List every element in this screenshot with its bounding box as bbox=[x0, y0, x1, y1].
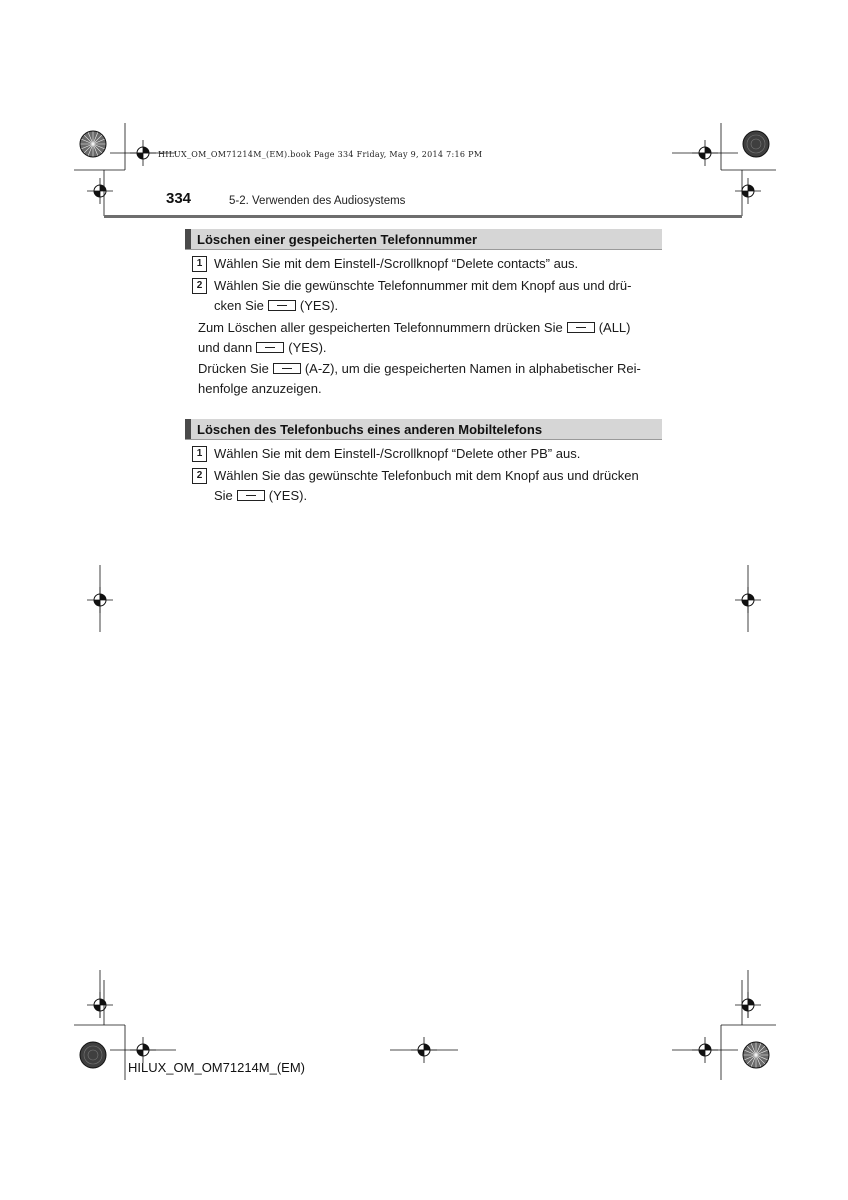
step-text: Wählen Sie mit dem Einstell-/Scrollknopf “Delete other PB” aus. bbox=[214, 446, 581, 461]
step-number: 1 bbox=[192, 446, 207, 462]
section-path: 5-2. Verwenden des Audiosystems bbox=[229, 195, 406, 207]
note-text: und dann bbox=[198, 340, 253, 355]
note-text: (ALL) bbox=[598, 320, 631, 335]
phone-button-icon bbox=[273, 363, 301, 374]
note-paragraph bbox=[198, 359, 660, 399]
phone-button-icon bbox=[567, 322, 595, 333]
step-line: cken Sie bbox=[214, 298, 264, 313]
heading-bar bbox=[185, 229, 191, 249]
step-line: (YES). bbox=[299, 298, 339, 313]
phone-button-icon bbox=[268, 300, 296, 311]
step-text: Wählen Sie mit dem Einstell-/Scrollknopf “Delete contacts” aus. bbox=[214, 256, 579, 271]
step-text bbox=[214, 466, 660, 506]
section-heading-text: Löschen einer gespeicherten Telefonnummer bbox=[197, 232, 478, 247]
step-number: 2 bbox=[192, 468, 207, 484]
step-line: (YES). bbox=[268, 488, 308, 503]
section-heading bbox=[185, 229, 662, 250]
page-number: 334 bbox=[166, 190, 192, 207]
note-text: (A-Z), um die gespeicherten Namen in alphabetischer Rei- bbox=[304, 361, 641, 376]
step-line: Sie bbox=[214, 488, 233, 503]
section-heading bbox=[185, 419, 662, 440]
step-text bbox=[214, 276, 660, 316]
note-text: henfolge anzuzeigen. bbox=[198, 381, 322, 396]
step-line: Wählen Sie das gewünschte Telefonbuch mit dem Knopf aus und drücken bbox=[214, 468, 639, 483]
file-info: HILUX_OM_OM71214M_(EM).book Page 334 Friday, May 9, 2014 7:16 PM bbox=[158, 150, 483, 159]
note-text: (YES). bbox=[288, 340, 327, 355]
step-number: 2 bbox=[192, 278, 207, 294]
step-line: Wählen Sie die gewünschte Telefonnummer mit dem Knopf aus und drü- bbox=[214, 278, 632, 293]
note-text: Drücken Sie bbox=[198, 361, 269, 376]
header-rule bbox=[104, 215, 742, 218]
phone-button-icon bbox=[237, 490, 265, 501]
note-paragraph bbox=[198, 318, 660, 358]
step-number: 1 bbox=[192, 256, 207, 272]
heading-bar bbox=[185, 419, 191, 439]
manual-code: HILUX_OM_OM71214M_(EM) bbox=[128, 1060, 305, 1075]
note-text: Zum Löschen aller gespeicherten Telefonnummern drücken Sie bbox=[198, 320, 563, 335]
section-heading-text: Löschen des Telefonbuchs eines anderen Mobiltelefons bbox=[197, 422, 543, 437]
phone-button-icon bbox=[256, 342, 284, 353]
